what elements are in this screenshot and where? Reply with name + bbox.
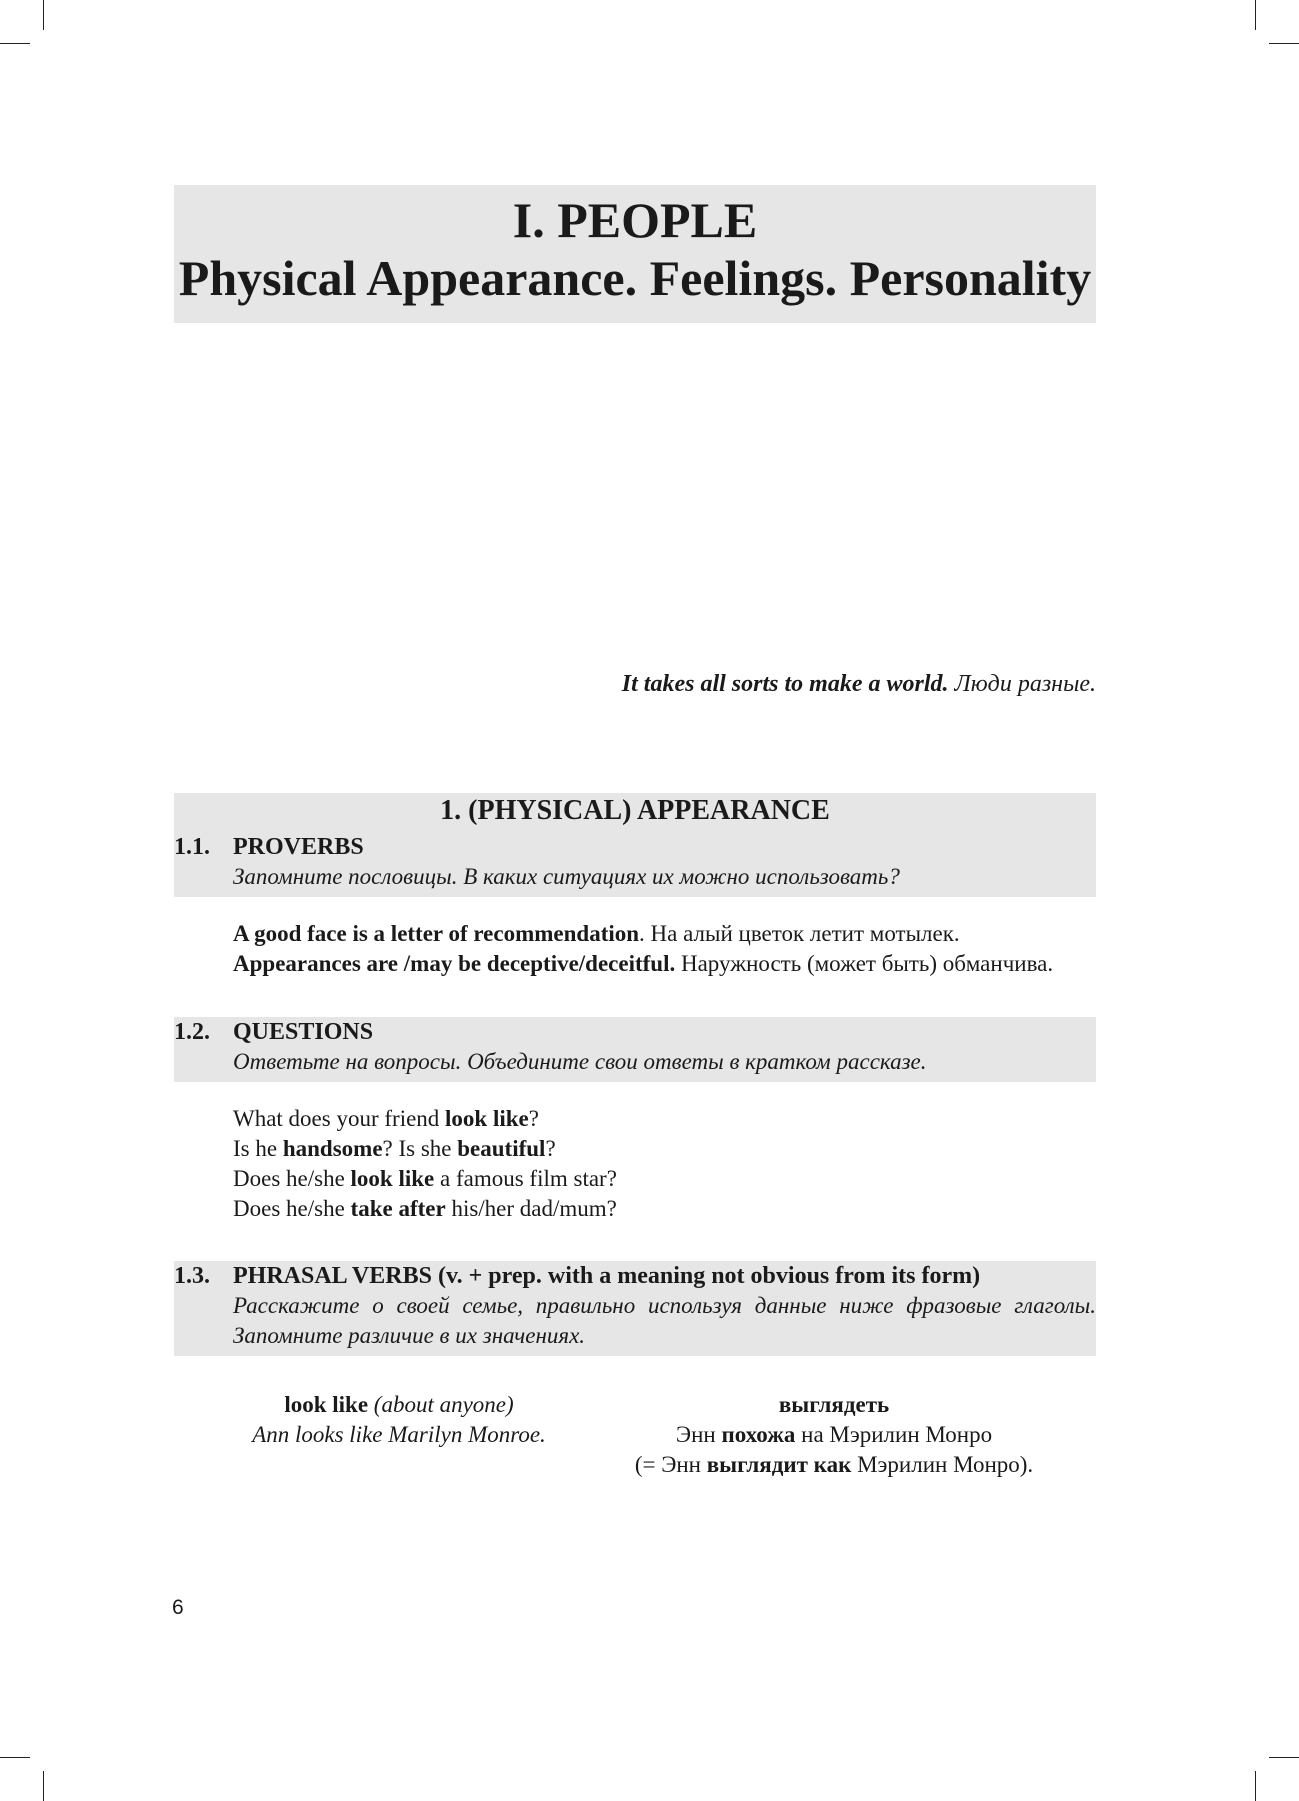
proverb-russian: . На алый цветок летит мотылек.: [639, 921, 960, 946]
question-line: Is he handsome? Is she beautiful?: [233, 1136, 556, 1161]
page-content: [174, 185, 1096, 1480]
chapter-title-block: [174, 185, 1096, 323]
subsection-title: PROVERBS: [233, 834, 364, 860]
subsection-number: 1.3.: [174, 1263, 210, 1289]
subsection-head-phrasal-verbs: [174, 1261, 1096, 1356]
proverb-line: [233, 919, 1096, 949]
phrasal-verb-russian: [594, 1390, 1074, 1480]
phrasal-verb-term: look like (about anyone): [284, 1392, 514, 1417]
chapter-title: I. PEOPLE: [512, 192, 758, 248]
phrasal-verb-example-ru: (= Энн выглядит как Мэрилин Монро).: [634, 1452, 1034, 1477]
phrasal-verb-translation: выглядеть: [778, 1392, 890, 1417]
subsection-instruction: Ответьте на вопросы. Объедините свои ответы в кратком рассказе.: [233, 1049, 927, 1074]
proverb-russian: Наружность (может быть) обманчива.: [675, 951, 1054, 976]
question-line: Does he/she take after his/her dad/mum?: [233, 1196, 617, 1221]
crop-mark: [0, 43, 30, 44]
phrasal-verb-english: [204, 1390, 594, 1480]
phrasal-verb-example-ru: Энн похожа на Мэрилин Монро: [675, 1422, 993, 1447]
crop-mark: [0, 1757, 30, 1758]
section-heading: 1. (PHYSICAL) APPEARANCE: [174, 793, 1096, 832]
subsection-instruction: Запомните пословицы. В каких ситуациях их можно использовать?: [233, 864, 900, 889]
phrasal-verb-table: [174, 1390, 1096, 1480]
subsection-instruction: Расскажите о своей семье, правильно используя данные ниже фразовые глаголы. Запомните различие в их значениях.: [233, 1293, 1096, 1348]
page-number: 6: [172, 1596, 184, 1619]
epigraph-russian: Люди разные.: [954, 671, 1096, 697]
crop-mark: [1255, 1771, 1256, 1801]
question-line: Does he/she look like a famous film star?: [233, 1166, 617, 1191]
chapter-subtitle: Physical Appearance. Feelings. Personality: [178, 250, 1092, 306]
subsection-title: QUESTIONS: [233, 1019, 374, 1045]
crop-mark: [43, 0, 44, 30]
epigraph: [174, 669, 1096, 699]
crop-mark: [1269, 43, 1299, 44]
crop-mark: [43, 1771, 44, 1801]
proverb-line: [233, 949, 1096, 979]
crop-mark: [1269, 1757, 1299, 1758]
subsection-head-proverbs: [174, 832, 1096, 897]
subsection-number: 1.2.: [174, 1019, 210, 1045]
epigraph-english: It takes all sorts to make a world.: [621, 671, 949, 697]
questions-body: [233, 1104, 1096, 1224]
question-line: What does your friend look like?: [233, 1106, 539, 1131]
crop-mark: [1255, 0, 1256, 30]
phrasal-verb-example: Ann looks like Marilyn Monroe.: [252, 1422, 546, 1447]
proverbs-body: [233, 919, 1096, 979]
proverb-english: Appearances are /may be deceptive/deceitful.: [233, 951, 676, 976]
subsection-title: PHRASAL VERBS (v. + prep. with a meaning not obvious from its form): [233, 1263, 981, 1289]
proverb-english: A good face is a letter of recommendation: [233, 921, 640, 946]
subsection-head-questions: [174, 1017, 1096, 1082]
subsection-number: 1.1.: [174, 834, 210, 860]
